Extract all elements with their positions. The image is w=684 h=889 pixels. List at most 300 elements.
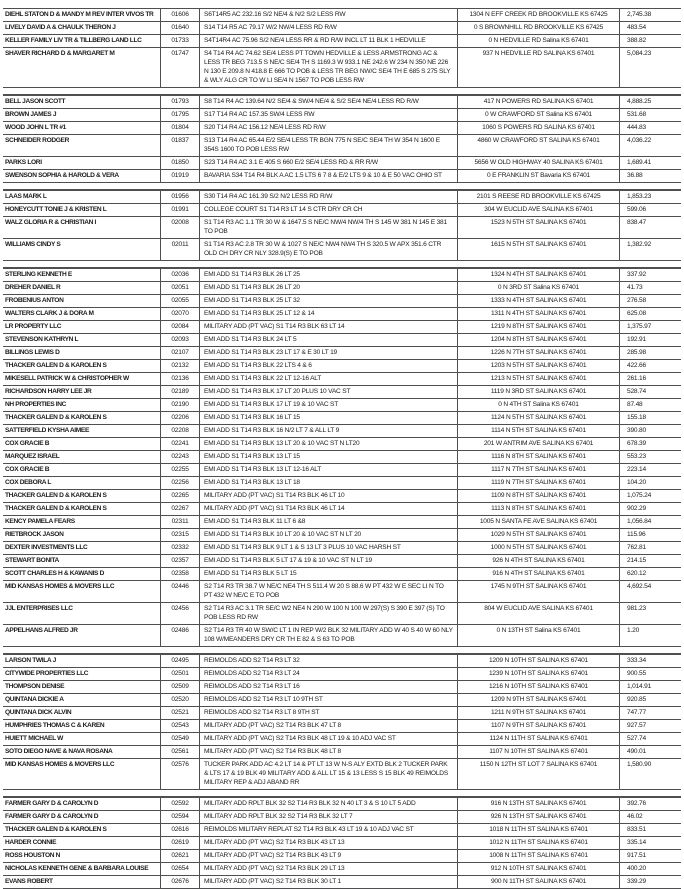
owner-name-cell: BELL JASON SCOTT	[5, 98, 66, 105]
legal-description-cell: EMI ADD S1 T14 R3 BLK 24 LT 5	[200, 334, 458, 346]
legal-description-cell: S20 T14 R4 AC 156.12 NE/4 LESS RD R/W	[200, 122, 458, 134]
legal-description-cell: S1 T14 R3 AC 2.8 TR 30 W & 1027 S NE/C NW4 NW4 TH S 320.5 W APX 351.6 CTR OLD CH DRY CR NLY 328.9(S) E TO POB	[200, 239, 458, 260]
amount-cell: 223.14	[627, 466, 646, 473]
property-address-cell: 1304 N EFF CREEK RD BROOKVILLE KS 67425	[458, 9, 620, 21]
property-row	[3, 625, 681, 647]
amount-cell: 531.68	[627, 111, 646, 118]
property-row	[3, 269, 681, 282]
amount-cell: 920.85	[627, 696, 646, 703]
property-address-cell: 0 N 4TH ST Salina KS 67401	[458, 399, 620, 411]
property-row	[3, 863, 681, 876]
parcel-id-cell: 02208	[160, 425, 200, 437]
property-row	[3, 282, 681, 295]
parcel-id-cell: 02084	[160, 321, 200, 333]
owner-name-cell: HUMPHRIES THOMAS C & KAREN	[5, 722, 105, 729]
parcel-id-cell: 02243	[160, 451, 200, 463]
property-row	[3, 707, 681, 720]
legal-description-cell: MILITARY ADD (PT VAC) S2 T14 R3 BLK 48 LT 19 & 10 ADJ VAC ST	[200, 733, 458, 745]
property-row	[3, 837, 681, 850]
property-row	[3, 876, 681, 889]
property-row	[3, 191, 681, 204]
legal-description-cell: BAVARIA S34 T14 R4 BLK A AC 1.5 LTS 6 7 8 & E/2 LTS 9 & 10 & E 50 VAC OHIO ST	[200, 170, 458, 182]
parcel-id-cell: 01991	[160, 204, 200, 216]
row-group	[3, 654, 681, 790]
property-address-cell: 0 E FRANKLIN ST Bavaria KS 67401	[458, 170, 620, 182]
property-address-cell: 1203 N 5TH ST SALINA KS 67401	[458, 360, 620, 372]
parcel-id-cell: 01804	[160, 122, 200, 134]
owner-name-cell: DIEHL STATON D & MANDY M REV INTER VIVOS TR	[5, 11, 154, 18]
property-address-cell: 1008 N 11TH ST SALINA KS 67401	[458, 850, 620, 862]
property-address-cell: 1226 N 7TH ST SALINA KS 67401	[458, 347, 620, 359]
property-row	[3, 386, 681, 399]
property-address-cell: 417 N POWERS RD SALINA KS 67401	[458, 96, 620, 108]
amount-cell: 2,745.38	[627, 11, 652, 18]
property-address-cell: 1211 N 9TH ST SALINA KS 67401	[458, 707, 620, 719]
owner-name-cell: NICHOLAS KENNETH GENE & BARBARA LOUISE	[5, 865, 149, 872]
owner-name-cell: KENCY PAMELA FEARS	[5, 518, 75, 525]
group-separator	[3, 647, 681, 654]
parcel-id-cell: 02190	[160, 399, 200, 411]
amount-cell: 4,036.22	[627, 137, 652, 144]
property-row	[3, 334, 681, 347]
amount-cell: 41.73	[627, 284, 643, 291]
amount-cell: 527.74	[627, 735, 646, 742]
amount-cell: 762.81	[627, 544, 646, 551]
legal-description-cell: S17 T14 R4 AC 157.35 SW/4 LESS RW	[200, 109, 458, 121]
legal-description-cell: EMI ADD S1 T14 R3 BLK 22 LTS 4 & 6	[200, 360, 458, 372]
property-address-cell: 0 N 13TH ST Salina KS 67401	[458, 625, 620, 646]
parcel-id-cell: 02036	[160, 269, 200, 281]
parcel-id-cell: 02241	[160, 438, 200, 450]
property-row	[3, 22, 681, 35]
property-address-cell: 201 W ANTRIM AVE SALINA KS 67401	[458, 438, 620, 450]
owner-name-cell: KELLER FAMILY LIV TR & TILLBERG LAND LLC	[5, 37, 142, 44]
parcel-id-cell: 01733	[160, 35, 200, 47]
amount-cell: 833.51	[627, 826, 646, 833]
legal-description-cell: S14 T14 R5 AC 79.17 W/2 NW/4 LESS RD R/W	[200, 22, 458, 34]
legal-description-cell: EMI ADD S1 T14 R3 BLK 25 LT 32	[200, 295, 458, 307]
parcel-id-cell: 02616	[160, 824, 200, 836]
owner-name-cell: DEXTER INVESTMENTS LLC	[5, 544, 88, 551]
legal-description-cell: S6T14R5 AC 232.16 S/2 NE/4 & N/2 S/2 LESS RW	[200, 9, 458, 21]
owner-name-cell: HARDER CONNIE	[5, 839, 57, 846]
amount-cell: 553.23	[627, 453, 646, 460]
property-address-cell: 1523 N 5TH ST SALINA KS 67401	[458, 217, 620, 238]
parcel-id-cell: 02594	[160, 811, 200, 823]
amount-cell: 1,375.97	[627, 323, 652, 330]
amount-cell: 285.98	[627, 349, 646, 356]
parcel-id-cell: 02576	[160, 759, 200, 789]
property-address-cell: 1113 N 8TH ST SALINA KS 67401	[458, 503, 620, 515]
parcel-id-cell: 02132	[160, 360, 200, 372]
parcel-id-cell: 02315	[160, 529, 200, 541]
property-address-cell: 1005 N SANTA FE AVE SALINA KS 67401	[458, 516, 620, 528]
legal-description-cell: REIMOLDS ADD S2 T14 R3 LT 8 9TH ST	[200, 707, 458, 719]
property-row	[3, 373, 681, 386]
amount-cell: 46.02	[627, 813, 643, 820]
parcel-id-cell: 02621	[160, 850, 200, 862]
legal-description-cell: EMI ADD S1 T14 R3 BLK 16 N/2 LT 7 & ALL LT 9	[200, 425, 458, 437]
legal-description-cell: EMI ADD S1 T14 R3 BLK 16 LT 15	[200, 412, 458, 424]
legal-description-cell: EMI ADD S1 T14 R3 BLK 13 LT 18	[200, 477, 458, 489]
property-address-cell: 0 N 3RD ST Salina KS 67401	[458, 282, 620, 294]
owner-name-cell: THACKER GALEN D & KAROLEN S	[5, 505, 107, 512]
parcel-id-cell: 02549	[160, 733, 200, 745]
property-row	[3, 109, 681, 122]
property-row	[3, 798, 681, 811]
owner-name-cell: SCHNEIDER RODGER	[5, 137, 70, 144]
parcel-id-cell: 02543	[160, 720, 200, 732]
property-row	[3, 603, 681, 625]
amount-cell: 1,853.23	[627, 193, 652, 200]
owner-name-cell: APPELHANS ALFRED JR	[5, 627, 78, 634]
property-row	[3, 824, 681, 837]
document-page	[0, 8, 684, 885]
legal-description-cell: REIMOLDS MILITARY REPLAT S2 T14 R3 BLK 43 LT 19 & 10 ADJ VAC ST	[200, 824, 458, 836]
row-group	[3, 8, 681, 88]
parcel-id-cell: 02446	[160, 581, 200, 602]
owner-name-cell: FROBENIUS ANTON	[5, 297, 64, 304]
property-address-cell: 1219 N 8TH ST SALINA KS 67401	[458, 321, 620, 333]
parcel-id-cell: 01850	[160, 157, 200, 169]
legal-description-cell: MILITARY ADD (PT VAC) S2 T14 R3 BLK 48 LT 8	[200, 746, 458, 758]
owner-name-cell: MIKESELL PATRICK W & CHRISTOPHER W	[5, 375, 129, 382]
tax-roll-table	[3, 8, 681, 889]
property-address-cell: 1745 N 9TH ST SALINA KS 67401	[458, 581, 620, 602]
property-row	[3, 516, 681, 529]
parcel-id-cell: 02256	[160, 477, 200, 489]
owner-name-cell: WALZ GLORIA R & CHRISTIAN I	[5, 219, 97, 226]
parcel-id-cell: 02051	[160, 282, 200, 294]
owner-name-cell: WILLIAMS CINDY S	[5, 241, 61, 248]
property-address-cell: 1311 N 4TH ST SALINA KS 67401	[458, 308, 620, 320]
property-row	[3, 850, 681, 863]
parcel-id-cell: 01606	[160, 9, 200, 21]
legal-description-cell: EMI ADD S1 T14 R3 BLK 17 LT 19 & 10 VAC ST	[200, 399, 458, 411]
property-address-cell: 926 N 4TH ST SALINA KS 67401	[458, 555, 620, 567]
property-row	[3, 9, 681, 22]
parcel-id-cell: 02521	[160, 707, 200, 719]
legal-description-cell: REIMOLDS ADD S2 T14 R3 LT 32	[200, 655, 458, 667]
amount-cell: 678.39	[627, 440, 646, 447]
property-row	[3, 694, 681, 707]
amount-cell: 625.08	[627, 310, 646, 317]
property-address-cell: 1124 N 11TH ST SALINA KS 67401	[458, 733, 620, 745]
legal-description-cell: MILITARY ADD (PT VAC) S1 T14 R3 BLK 63 LT 14	[200, 321, 458, 333]
row-group	[3, 268, 681, 647]
owner-name-cell: LARSON TWILA J	[5, 657, 56, 664]
property-address-cell: 1109 N 8TH ST SALINA KS 67401	[458, 490, 620, 502]
legal-description-cell: MILITARY ADD (PT VAC) S2 T14 R3 BLK 30 LT 1	[200, 876, 458, 888]
owner-name-cell: THACKER GALEN D & KAROLEN S	[5, 826, 107, 833]
amount-cell: 392.76	[627, 800, 646, 807]
legal-description-cell: MILITARY ADD (PT VAC) S2 T14 R3 BLK 43 LT 9	[200, 850, 458, 862]
property-row	[3, 204, 681, 217]
legal-description-cell: MILITARY ADD (PT VAC) S2 T14 R3 BLK 47 LT 8	[200, 720, 458, 732]
property-address-cell: 1324 N 4TH ST SALINA KS 67401	[458, 269, 620, 281]
property-address-cell: 804 W EUCLID AVE SALINA KS 67401	[458, 603, 620, 624]
owner-name-cell: QUINTANA DICKIE A	[5, 696, 64, 703]
property-row	[3, 360, 681, 373]
owner-name-cell: FARMER GARY D & CAROLYN D	[5, 800, 99, 807]
legal-description-cell: S30 T14 R4 AC 161.39 S/2 N/2 LESS RD R/W	[200, 191, 458, 203]
property-address-cell: 1107 N 10TH ST SALINA KS 67401	[458, 746, 620, 758]
property-row	[3, 811, 681, 824]
amount-cell: 192.91	[627, 336, 646, 343]
property-row	[3, 581, 681, 603]
amount-cell: 917.51	[627, 852, 646, 859]
amount-cell: 1,382.92	[627, 241, 652, 248]
owner-name-cell: MARQUEZ ISRAEL	[5, 453, 60, 460]
property-row	[3, 668, 681, 681]
amount-cell: 333.34	[627, 657, 646, 664]
amount-cell: 388.82	[627, 37, 646, 44]
amount-cell: 4,888.25	[627, 98, 652, 105]
parcel-id-cell: 02501	[160, 668, 200, 680]
owner-name-cell: LIVELY DAVID A & CHAULK THERON J	[5, 24, 116, 31]
owner-name-cell: SATTERFIELD KYSHA AIMEE	[5, 427, 90, 434]
property-row	[3, 122, 681, 135]
parcel-id-cell: 01793	[160, 96, 200, 108]
property-row	[3, 96, 681, 109]
group-separator	[3, 183, 681, 190]
legal-description-cell: EMI ADD S1 T14 R3 BLK 13 LT 20 & 10 VAC ST N LT20	[200, 438, 458, 450]
parcel-id-cell: 02357	[160, 555, 200, 567]
amount-cell: 1.20	[627, 627, 640, 634]
property-address-cell: 1018 N 11TH ST SALINA KS 67401	[458, 824, 620, 836]
parcel-id-cell: 01919	[160, 170, 200, 182]
property-address-cell: 1119 N 3RD ST SALINA KS 67401	[458, 386, 620, 398]
parcel-id-cell: 01837	[160, 135, 200, 156]
owner-name-cell: COX GRACIE B	[5, 466, 50, 473]
owner-name-cell: COX GRACIE B	[5, 440, 50, 447]
parcel-id-cell: 02189	[160, 386, 200, 398]
row-group	[3, 95, 681, 183]
parcel-id-cell: 02456	[160, 603, 200, 624]
legal-description-cell: MILITARY ADD (PT VAC) S1 T14 R3 BLK 46 LT 10	[200, 490, 458, 502]
property-address-cell: 2101 S REESE RD BROOKVILLE KS 67425	[458, 191, 620, 203]
amount-cell: 1,580.90	[627, 761, 652, 768]
property-row	[3, 733, 681, 746]
property-row	[3, 568, 681, 581]
parcel-id-cell: 02486	[160, 625, 200, 646]
row-group	[3, 190, 681, 261]
legal-description-cell: EMI ADD S1 T14 R3 BLK 10 LT 20 & 10 VAC ST N LT 20	[200, 529, 458, 541]
parcel-id-cell: 02358	[160, 568, 200, 580]
amount-cell: 1,014.91	[627, 683, 652, 690]
amount-cell: 36.88	[627, 172, 643, 179]
owner-name-cell: THOMPSON DENISE	[5, 683, 65, 690]
owner-name-cell: ROSS HOUSTON N	[5, 852, 61, 859]
owner-name-cell: BILLINGS LEWIS D	[5, 349, 60, 356]
legal-description-cell: EMI ADD S1 T14 R3 BLK 5 LT 17 & 19 & 10 VAC ST N LT 19	[200, 555, 458, 567]
parcel-id-cell: 02206	[160, 412, 200, 424]
owner-name-cell: RICHARDSON HARRY LEE JR	[5, 388, 92, 395]
property-row	[3, 157, 681, 170]
legal-description-cell: EMI ADD S1 T14 R3 BLK 9 LT 1 & S 13 LT 3 PLUS 10 VAC HARSH ST	[200, 542, 458, 554]
property-row	[3, 464, 681, 477]
property-address-cell: 916 N 13TH ST SALINA KS 67401	[458, 798, 620, 810]
property-address-cell: 0 W CRAWFORD ST Salina KS 67401	[458, 109, 620, 121]
owner-name-cell: NH PROPERTIES INC	[5, 401, 67, 408]
parcel-id-cell: 01795	[160, 109, 200, 121]
parcel-id-cell: 02654	[160, 863, 200, 875]
legal-description-cell: MILITARY ADD (PT VAC) S2 T14 R3 BLK 29 LT 13	[200, 863, 458, 875]
amount-cell: 115.96	[627, 531, 646, 538]
amount-cell: 261.16	[627, 375, 646, 382]
owner-name-cell: CITYWIDE PROPERTIES LLC	[5, 670, 89, 677]
amount-cell: 1,689.41	[627, 159, 652, 166]
owner-name-cell: RIETBROCK JASON	[5, 531, 64, 538]
legal-description-cell: S4T14R4 AC 75.96 S/2 NE/4 LESS RR & RD R/W INCL LT 11 BLK 1 HEDVILLE	[200, 35, 458, 47]
amount-cell: 87.48	[627, 401, 643, 408]
amount-cell: 390.80	[627, 427, 646, 434]
legal-description-cell: EMI ADD S1 T14 R3 BLK 22 LT 12-16 ALT	[200, 373, 458, 385]
owner-name-cell: LAAS MARK L	[5, 193, 47, 200]
legal-description-cell: S2 T14 R3 TR 40 W SW/C LT 1 IN REP W/2 BLK 32 MILITARY ADD W 40 S 40 W 60 NLY 108 W/MEANDERS DRY CR TH E 82 & S 63 TO POB	[200, 625, 458, 646]
parcel-id-cell: 02311	[160, 516, 200, 528]
property-address-cell: 1333 N 4TH ST SALINA KS 67401	[458, 295, 620, 307]
property-address-cell: 5656 W OLD HIGHWAY 40 SALINA KS 67401	[458, 157, 620, 169]
legal-description-cell: EMI ADD S1 T14 R3 BLK 23 LT 17 & E 30 LT 19	[200, 347, 458, 359]
owner-name-cell: WOOD JOHN L TR #1	[5, 124, 66, 131]
parcel-id-cell: 02495	[160, 655, 200, 667]
amount-cell: 902.29	[627, 505, 646, 512]
amount-cell: 838.47	[627, 219, 646, 226]
property-row	[3, 412, 681, 425]
property-address-cell: 1150 N 12TH ST LOT 7 SALINA KS 67401	[458, 759, 620, 789]
amount-cell: 214.15	[627, 557, 646, 564]
property-address-cell: 1615 N 5TH ST SALINA KS 67401	[458, 239, 620, 260]
owner-name-cell: COX DEBORA L	[5, 479, 52, 486]
property-address-cell: 1204 N 8TH ST SALINA KS 67401	[458, 334, 620, 346]
owner-name-cell: MID KANSAS HOMES & MOVERS LLC	[5, 583, 115, 590]
parcel-id-cell: 02267	[160, 503, 200, 515]
amount-cell: 1,056.84	[627, 518, 652, 525]
property-row	[3, 425, 681, 438]
parcel-id-cell: 02055	[160, 295, 200, 307]
legal-description-cell: MILITARY ADD RPLT BLK 32 S2 T14 R3 BLK 32 LT 7	[200, 811, 458, 823]
property-row	[3, 655, 681, 668]
owner-name-cell: HUIETT MICHAEL W	[5, 735, 64, 742]
owner-name-cell: STEVENSON KATHRYN L	[5, 336, 79, 343]
owner-name-cell: EVANS ROBERT	[5, 878, 53, 885]
owner-name-cell: WALTERS CLARK J & DORA M	[5, 310, 94, 317]
parcel-id-cell: 02136	[160, 373, 200, 385]
property-row	[3, 399, 681, 412]
legal-description-cell: EMI ADD S1 T14 R3 BLK 13 LT 15	[200, 451, 458, 463]
parcel-id-cell: 02332	[160, 542, 200, 554]
amount-cell: 104.20	[627, 479, 646, 486]
amount-cell: 276.58	[627, 297, 646, 304]
property-address-cell: 0 S BROWNHILL RD BROOKVILLE KS 67425	[458, 22, 620, 34]
legal-description-cell: COLLEGE COURT S1 T14 R3 LT 14 S CTR DRY CR CH	[200, 204, 458, 216]
legal-description-cell: EMI ADD S1 T14 R3 BLK 26 LT 25	[200, 269, 458, 281]
property-address-cell: 1216 N 10TH ST SALINA KS 67401	[458, 681, 620, 693]
parcel-id-cell: 01956	[160, 191, 200, 203]
owner-name-cell: LR PROPERTY LLC	[5, 323, 62, 330]
property-address-cell: 937 N HEDVILLE RD SALINA KS 67401	[458, 48, 620, 87]
legal-description-cell: EMI ADD S1 T14 R3 BLK 25 LT 12 & 14	[200, 308, 458, 320]
property-row	[3, 308, 681, 321]
amount-cell: 335.14	[627, 839, 646, 846]
property-row	[3, 35, 681, 48]
amount-cell: 337.92	[627, 271, 646, 278]
legal-description-cell: S23 T14 R4 AC 3.1 E 405 S 660 E/2 SE/4 LESS RD & RR R/W	[200, 157, 458, 169]
property-address-cell: 1117 N 7TH ST SALINA KS 67401	[458, 464, 620, 476]
row-group	[3, 797, 681, 889]
amount-cell: 400.20	[627, 865, 646, 872]
parcel-id-cell: 02008	[160, 217, 200, 238]
legal-description-cell: REIMOLDS ADD S2 T14 R3 LT 24	[200, 668, 458, 680]
parcel-id-cell: 02093	[160, 334, 200, 346]
property-address-cell: 1124 N 5TH ST SALINA KS 67401	[458, 412, 620, 424]
property-address-cell: 304 W EUCLID AVE SALINA KS 67401	[458, 204, 620, 216]
owner-name-cell: DREHER DANIEL R	[5, 284, 61, 291]
property-address-cell: 0 N HEDVILLE RD Salina KS 67401	[458, 35, 620, 47]
property-row	[3, 746, 681, 759]
legal-description-cell: REIMOLDS ADD S2 T14 R3 LT 16	[200, 681, 458, 693]
property-row	[3, 759, 681, 790]
amount-cell: 422.66	[627, 362, 646, 369]
property-row	[3, 681, 681, 694]
amount-cell: 528.74	[627, 388, 646, 395]
owner-name-cell: THACKER GALEN D & KAROLEN S	[5, 362, 107, 369]
legal-description-cell: MILITARY ADD (PT VAC) S1 T14 R3 BLK 46 LT 14	[200, 503, 458, 515]
owner-name-cell: SWENSON SOPHIA & HAROLD & VERA	[5, 172, 119, 179]
property-address-cell: 1107 N 9TH ST SALINA KS 67401	[458, 720, 620, 732]
owner-name-cell: PARKS LORI	[5, 159, 42, 166]
amount-cell: 900.55	[627, 670, 646, 677]
amount-cell: 483.54	[627, 24, 646, 31]
parcel-id-cell: 02255	[160, 464, 200, 476]
owner-name-cell: SCOTT CHARLES H & KAWANIS D	[5, 570, 104, 577]
property-row	[3, 503, 681, 516]
property-row	[3, 451, 681, 464]
property-address-cell: 1213 N 5TH ST SALINA KS 67401	[458, 373, 620, 385]
legal-description-cell: EMI ADD S1 T14 R3 BLK 13 LT 12-16 ALT	[200, 464, 458, 476]
property-address-cell: 1209 N 9TH ST SALINA KS 67401	[458, 694, 620, 706]
amount-cell: 444.83	[627, 124, 646, 131]
property-address-cell: 1012 N 11TH ST SALINA KS 67401	[458, 837, 620, 849]
parcel-id-cell: 02509	[160, 681, 200, 693]
amount-cell: 1,075.24	[627, 492, 652, 499]
property-row	[3, 239, 681, 261]
owner-name-cell: STEWART BONITA	[5, 557, 59, 564]
parcel-id-cell: 02107	[160, 347, 200, 359]
property-row	[3, 295, 681, 308]
amount-cell: 490.01	[627, 748, 646, 755]
amount-cell: 747.77	[627, 709, 646, 716]
owner-name-cell: SHAVER RICHARD D & MARGARET M	[5, 50, 115, 57]
legal-description-cell: S8 T14 R4 AC 139.64 N/2 SE/4 & SW/4 NE/4 & S/2 SE/4 NE/4 LESS RD R/W	[200, 96, 458, 108]
group-separator	[3, 88, 681, 95]
legal-description-cell: S2 T14 R3 AC 3.1 TR SE/C W2 NE4 N 290 W 100 N 100 W 297(S) S 390 E 397 (S) TO POB LESS RD RW	[200, 603, 458, 624]
owner-name-cell: STERLING KENNETH E	[5, 271, 72, 278]
property-address-cell: 1060 S POWERS RD SALINA KS 67401	[458, 122, 620, 134]
owner-name-cell: JJL ENTERPRISES LLC	[5, 605, 73, 612]
parcel-id-cell: 02619	[160, 837, 200, 849]
amount-cell: 599.06	[627, 206, 646, 213]
legal-description-cell: EMI ADD S1 T14 R3 BLK 17 LT 20 PLUS 10 VAC ST	[200, 386, 458, 398]
parcel-id-cell: 02070	[160, 308, 200, 320]
property-row	[3, 720, 681, 733]
property-row	[3, 321, 681, 334]
owner-name-cell: BROWN JAMES J	[5, 111, 57, 118]
legal-description-cell: MILITARY ADD RPLT BLK 32 S2 T14 R3 BLK 32 N 40 LT 3 & S 10 LT 5 ADD	[200, 798, 458, 810]
property-row	[3, 529, 681, 542]
property-row	[3, 135, 681, 157]
